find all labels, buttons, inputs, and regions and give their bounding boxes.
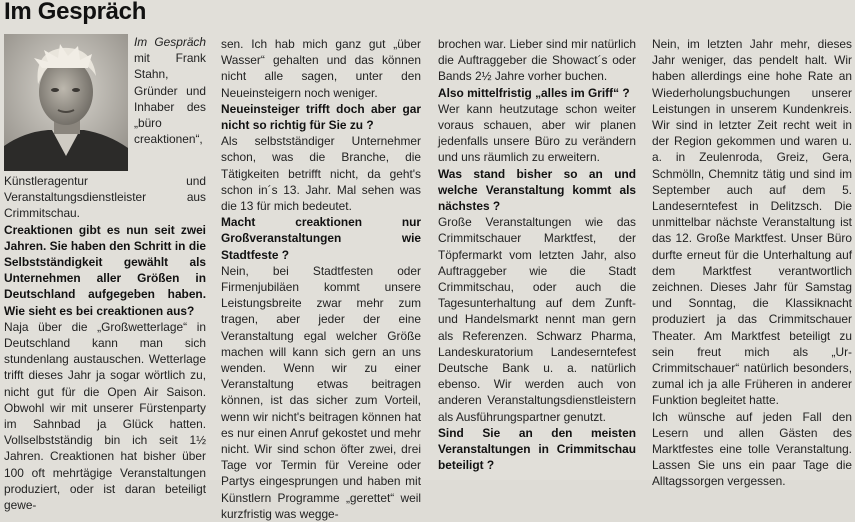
- column-3: [438, 36, 636, 473]
- answer-3-continued: brochen war. Lieber sind mir natürlich die Auftraggeber die Showact´s oder Bands 2½ Jahre vorher buchen.: [438, 37, 636, 84]
- answer-4: Wer kann heutzutage schon weiter voraus schauen, aber wir planen jedenfalls unsere Büro zu verändern und uns räumlich zu erweitern.: [438, 101, 636, 165]
- column-2: [221, 36, 421, 522]
- closing-paragraph: Ich wünsche auf jeden Fall den Lesern und allen Gästen des Marktfestes eine tolle Veranstaltung. Lassen Sie uns ein paar Tage die Alltagssorgen vergessen.: [652, 409, 852, 489]
- portrait-photo-icon: [4, 34, 128, 171]
- answer-6: Nein, im letzten Jahr mehr, dieses Jahr weniger, das pendelt halt. Wir haben allerdings eine hohe Rate an Wiederholungsbuchungen unserer Leistungen in unserem Kundenkreis. Wir sind in letzter Zeit recht weit in der Region gekommen und waren u. a. in Zeulenroda, Greiz, Gera, Schmölln, Chemnitz tätig und sind im September auch auf dem 5. Landeserntefest in Delitzsch. Die unmittelbar nächste Veranstaltung ist das 12. Große Marktfest. Unser Büro durfte erneut für die Unterhaltung auf dem Marktfest verantwortlich zeichnen. Dieses Jahr für Samstag und Sonntag, die Klassiknacht produziert ja das Crimmitschauer Theater. Am Marktfest beteiligt zu sein freut mich als „Ur- Crimmitschauer“ natürlich besonders, zumal ich ja alle Früheren in anderer Funktion begleitet hatte.: [652, 37, 852, 408]
- question-3: Macht creaktionen nur Großveranstaltungen wie Stadtfeste ?: [221, 215, 421, 262]
- question-2: Neueinsteiger trifft doch aber gar nicht so richtig für Sie zu ?: [221, 101, 421, 133]
- answer-1-continued: sen. Ich hab mich ganz gut „über Wasser“ gehalten und das können nicht alle sagen, unter den Neueinsteigern noch weniger.: [221, 37, 421, 100]
- answer-2: Als selbstständiger Unternehmer schon, was die Branche, die Tätigkeiten betrifft nicht, da geht's schon in´s 13. Jahr. Mal sehen was die 13 für mich bedeutet.: [221, 134, 421, 214]
- question-4: Also mittelfristig „alles im Griff“ ?: [438, 85, 630, 100]
- page-title: Im Gespräch: [4, 0, 147, 25]
- intro-lead: Im Gespräch: [134, 35, 206, 49]
- intro-text: mit Frank Stahn, Gründer und Inhaber des „büro creaktionen“, Künstleragentur und Veranstaltungsdienstleister aus Crimmitschau.: [4, 51, 206, 221]
- column-1: [4, 34, 206, 513]
- question-6: Sind Sie an den meisten Veranstaltungen in Crimmitschau beteiligt ?: [438, 425, 636, 473]
- answer-3: Nein, bei Stadtfesten oder Firmenjubiläen kommt unsere Leistungsbreite zwar mehr zum tragen, aber jeder der eine Veranstaltung egal welcher Größe machen will kann sich gern an uns wenden. Wenn wir zu einer Veranstaltung etwas beitragen können, ist das sicher zum Vorteil, wenn wir nicht's beitragen können hat es nur einen Anruf gekostet und mehr nicht. Wir sind schon öfter zwei, drei Tage vor Termin für Vereine oder Partys eingesprungen und haben mit Künstlern Programme „gerettet“ weil kurzfristig was wegge-: [221, 263, 421, 521]
- answer-5: Große Veranstaltungen wie das Crimmitschauer Marktfest, der Töpfermarkt vom letzten Jahr, also Auftraggeber wie die Stadt Crimmitschau, oder auch die Tagesunterhaltung auf dem Zunft- und Handelsmarkt nennt man gern als Referenzen. Schwarz Pharma, Landeskuratorium Landeserntefest Deutsche Bank u. a. natürlich ebenso. Wir werden auch von anderen Veranstaltungsdienstleistern als Ausführungspartner genutzt.: [438, 215, 636, 424]
- answer-1: Naja über die „Großwetterlage“ in Deutschland kann man sich stundenlang austauschen. Wetterlage trifft dieses Jahr ja sogar wörtlich zu, nicht gut für die Open Air Saison. Obwohl wir mit unserer Fürstenparty im Sahnbad ja Glück hatten. Vollselbstständig bin ich seit 1½ Jahren. Creaktionen hat bisher über 100 oft mehrtägige Veranstaltungen produziert, oder ist daran beteiligt gewe-: [4, 319, 206, 513]
- question-1: Creaktionen gibt es nun seit zwei Jahren. Sie haben den Schritt in die Selbstständigkeit gewählt als Unternehmen aller Größen in Deutschland aufgegeben haben. Wie sieht es bei creaktionen aus?: [4, 222, 206, 318]
- column-4: [652, 36, 852, 490]
- question-5: Was stand bisher so an und welche Veranstaltung kommt als nächstes ?: [438, 166, 636, 214]
